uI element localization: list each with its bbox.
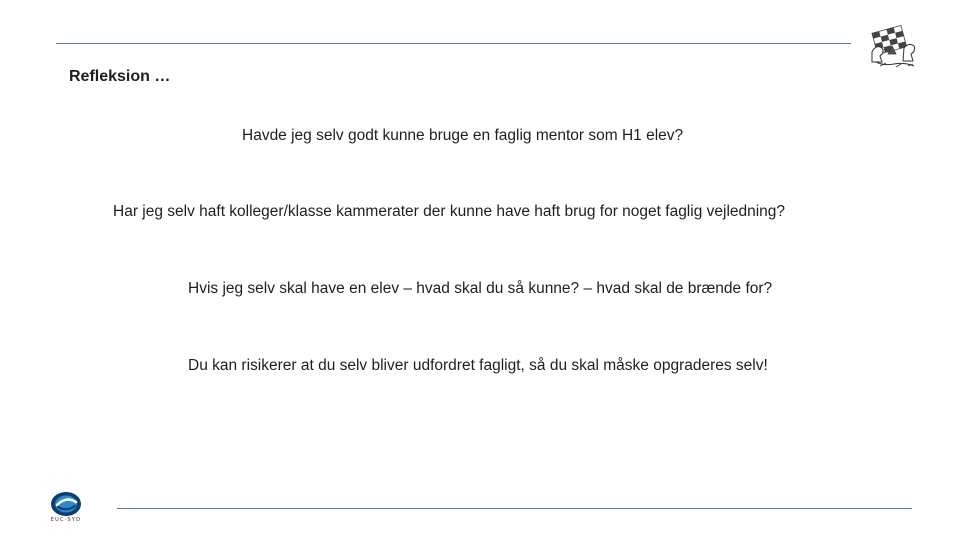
top-divider bbox=[56, 43, 851, 44]
reflection-question-1: Havde jeg selv godt kunne bruge en faglig mentor som H1 elev? bbox=[242, 127, 684, 144]
euc-syd-logo bbox=[40, 490, 92, 526]
logo-text: EUC·SYD bbox=[50, 517, 82, 523]
reflection-statement-4: Du kan risikerer at du selv bliver udfordret fagligt, så du skal måske opgraderes selv! bbox=[188, 357, 768, 374]
slide-title: Refleksion … bbox=[69, 68, 171, 85]
reflection-question-2: Har jeg selv haft kolleger/klasse kammerater der kunne have haft brug for noget faglig vejledning? bbox=[113, 203, 786, 220]
reflection-question-3: Hvis jeg selv skal have en elev – hvad skal du så kunne? – hvad skal de brænde for? bbox=[188, 280, 773, 297]
bottom-divider bbox=[117, 508, 912, 509]
euc-syd-logo-icon bbox=[40, 490, 92, 518]
chess-pieces-clipart-icon bbox=[866, 22, 922, 70]
